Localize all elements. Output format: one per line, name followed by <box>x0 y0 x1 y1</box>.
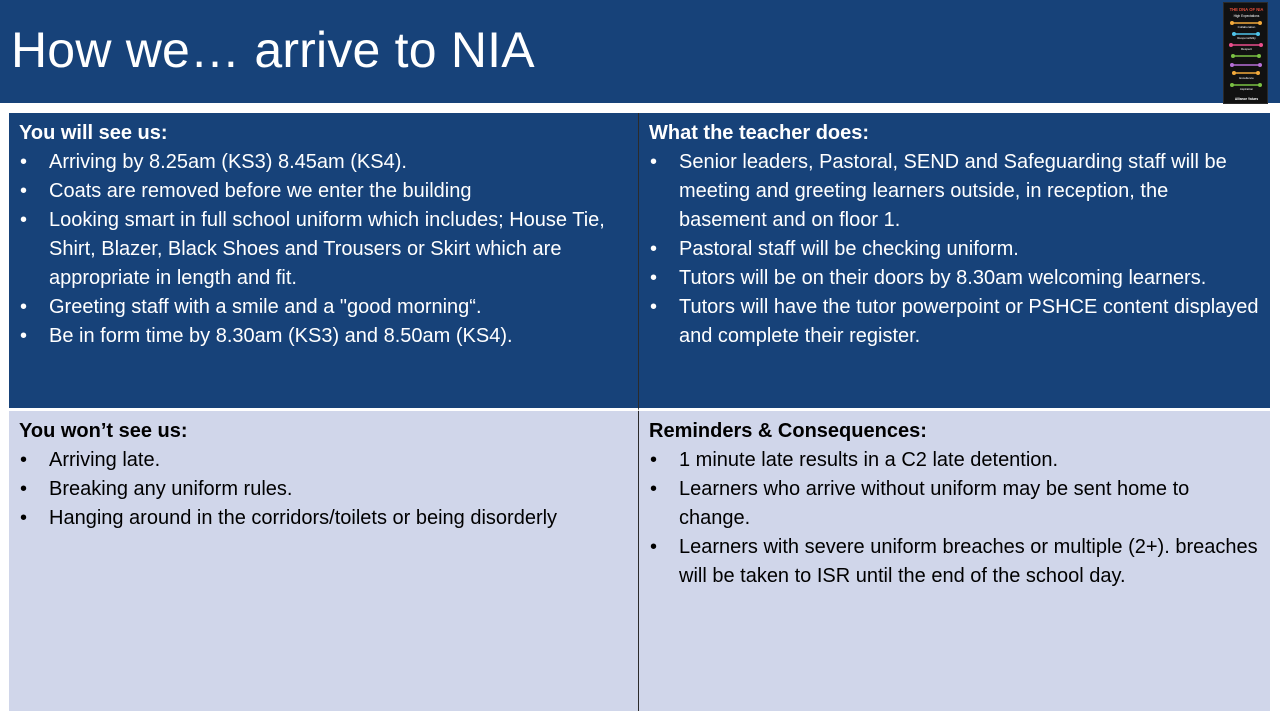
page-title: How we… arrive to NIA <box>11 22 535 78</box>
list-item: • 1 minute late results in a C2 late detention. <box>649 446 1260 475</box>
list-item: • Learners who arrive without uniform may be sent home to change. <box>649 475 1260 533</box>
dna-node <box>1256 32 1260 36</box>
list-item: • Breaking any uniform rules. <box>19 475 628 504</box>
list-item: • Hanging around in the corridors/toilets or being disorderly <box>19 504 628 533</box>
dna-node <box>1259 43 1263 47</box>
dna-node <box>1257 54 1261 58</box>
logo-value: Collaboration <box>1237 25 1256 29</box>
list-item: • Arriving by 8.25am (KS3) 8.45am (KS4). <box>19 148 628 177</box>
list-item: • Arriving late. <box>19 446 628 475</box>
list-item: • Greeting staff with a smile and a "good morning“. <box>19 293 628 322</box>
list-item: • Learners with severe uniform breaches or multiple (2+). breaches will be taken to ISR until the end of the school day. <box>649 533 1260 591</box>
reminders-consequences-list <box>649 446 1260 591</box>
logo-title: THE DNA OF NIA <box>1229 7 1264 12</box>
dna-node <box>1230 63 1234 67</box>
dna-node <box>1256 71 1260 75</box>
what-the-teacher-does-heading: What the teacher does: <box>649 122 870 144</box>
reminders-consequences-panel <box>639 411 1270 711</box>
dna-node <box>1230 21 1234 25</box>
list-item: • Coats are removed before we enter the building <box>19 177 628 206</box>
reminders-consequences-heading: Reminders & Consequences: <box>649 420 927 442</box>
content-grid <box>9 113 1270 711</box>
dna-node <box>1229 43 1233 47</box>
you-will-see-us-list <box>19 148 628 351</box>
list-item: • Looking smart in full school uniform which includes; House Tie, Shirt, Blazer, Black Shoes and Trousers or Skirt which are appropriate in length and fit. <box>19 206 628 293</box>
logo-subtitle: High Expectations <box>1233 14 1260 18</box>
title-bar <box>0 0 1280 103</box>
dna-node <box>1258 63 1262 67</box>
logo-footer: Alliance Values <box>1234 97 1259 101</box>
logo-value: Responsibility <box>1237 36 1256 40</box>
list-item: • Senior leaders, Pastoral, SEND and Safeguarding staff will be meeting and greeting learners outside, in reception, the basement and on floor 1. <box>649 148 1260 235</box>
you-wont-see-us-list <box>19 446 628 533</box>
dna-logo <box>1223 2 1268 104</box>
dna-node <box>1230 83 1234 87</box>
dna-logo-graphic <box>1224 3 1268 104</box>
dna-node <box>1232 71 1236 75</box>
dna-node <box>1258 21 1262 25</box>
list-item: • Pastoral staff will be checking uniform. <box>649 235 1260 264</box>
what-the-teacher-does-panel <box>639 113 1270 411</box>
you-will-see-us-heading: You will see us: <box>19 122 168 144</box>
list-item: • Be in form time by 8.30am (KS3) and 8.50am (KS4). <box>19 322 628 351</box>
list-item: • Tutors will be on their doors by 8.30am welcoming learners. <box>649 264 1260 293</box>
what-the-teacher-does-list <box>649 148 1260 351</box>
dna-node <box>1258 83 1262 87</box>
dna-node <box>1232 32 1236 36</box>
logo-value: Respect <box>1240 47 1253 51</box>
logo-value: Aspiration <box>1239 87 1254 91</box>
list-item: • Tutors will have the tutor powerpoint or PSHCE content displayed and complete their register. <box>649 293 1260 351</box>
you-wont-see-us-heading: You won’t see us: <box>19 420 188 442</box>
you-will-see-us-panel <box>9 113 639 411</box>
dna-node <box>1231 54 1235 58</box>
logo-value: Excellence <box>1239 76 1254 80</box>
you-wont-see-us-panel <box>9 411 639 711</box>
